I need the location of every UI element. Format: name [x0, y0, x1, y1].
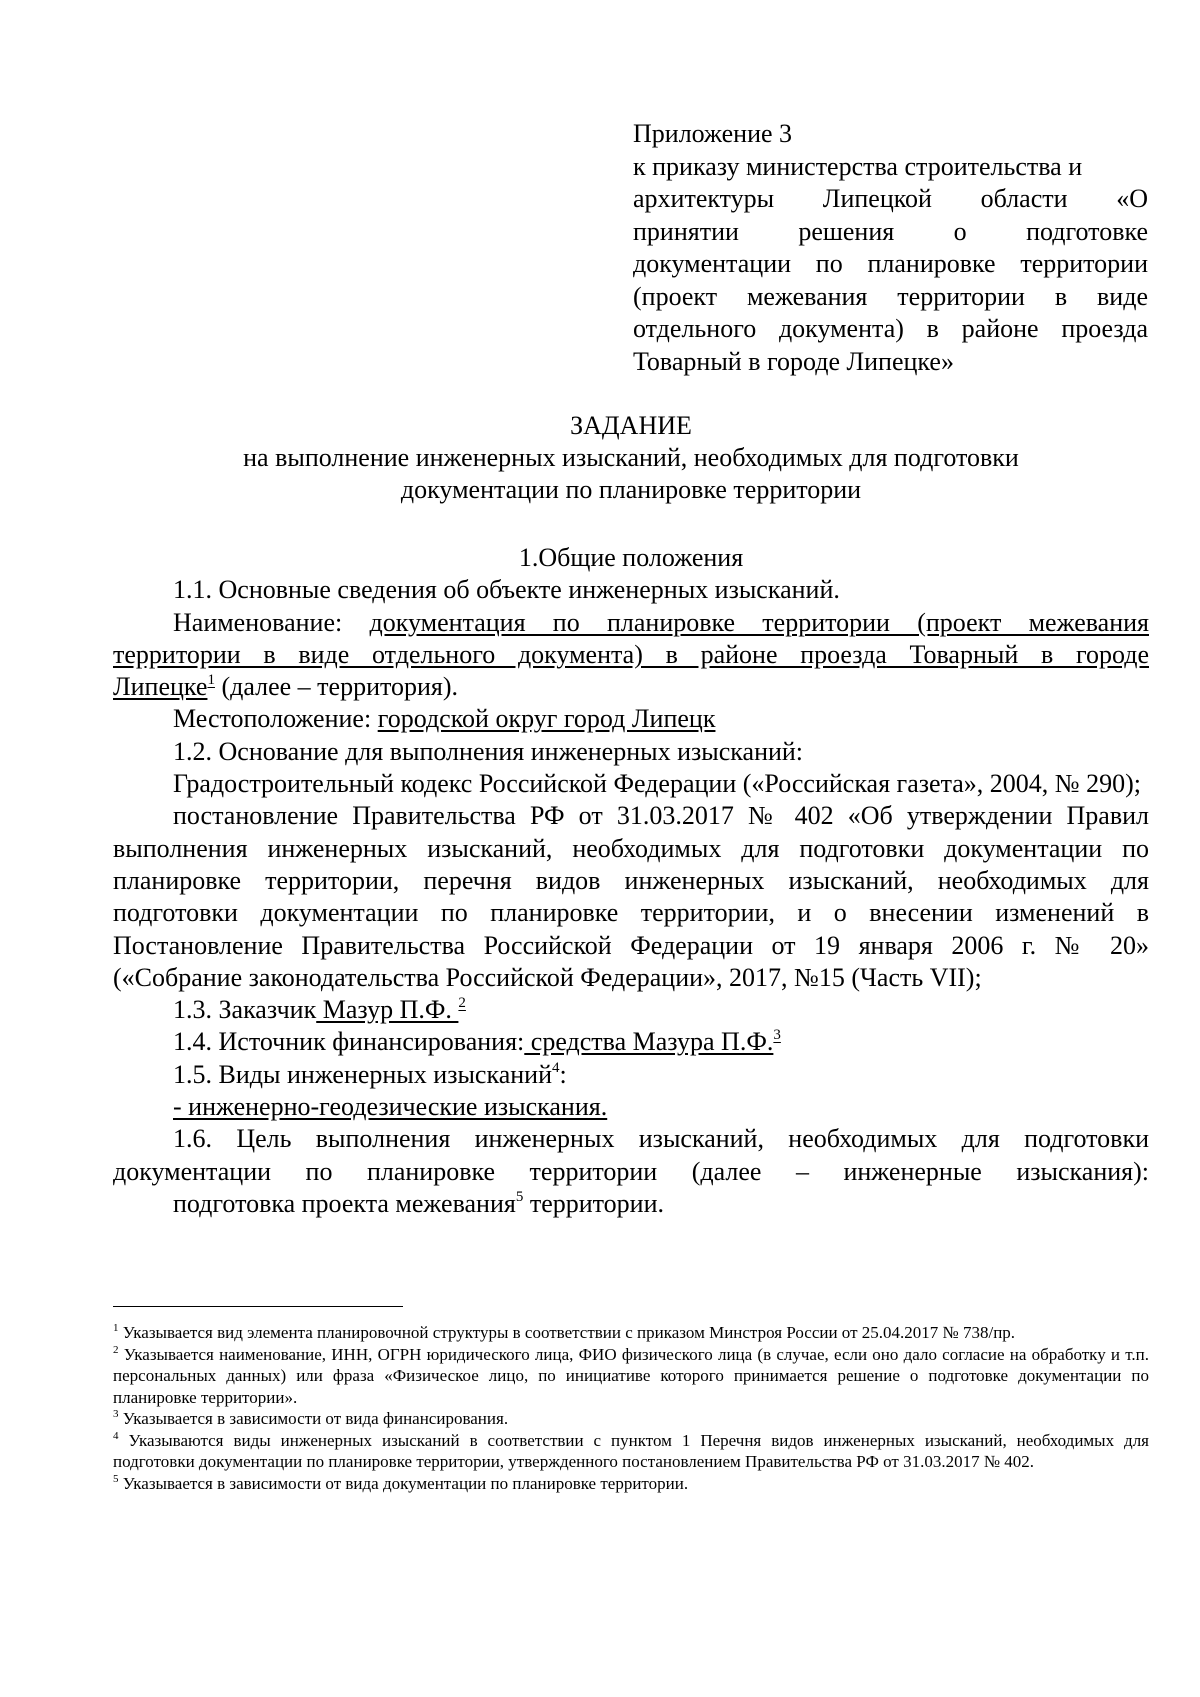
- footnote-mark: 5: [113, 1472, 119, 1485]
- location-label: Местоположение:: [173, 704, 378, 734]
- name-tail: (далее – территория).: [214, 672, 459, 702]
- footnote: [113, 1430, 1149, 1473]
- title-subtitle-line: на выполнение инженерных изысканий, необходимых для подготовки: [243, 443, 1019, 472]
- basis-item: постановление Правительства РФ от 31.03.2017 № 402 «Об утверждении Правил выполнения инженерных изысканий, необходимых для подготовки документации по планировке территории, перечня видов инженерных изысканий, необходимых для подготовки документации по планировке территории, и о внесении изменений в Постановление Правительства Российской Федерации от 19 января 2006 г. № 20» («Собрание законодательства Российской Федерации», 2017, №15 (Часть VII);: [113, 801, 1149, 992]
- appendix-line: Товарный в городе Липецке»: [633, 346, 954, 376]
- location-paragraph: [113, 703, 1149, 735]
- footnote-text: Указывается наименование, ИНН, ОГРН юридического лица, ФИО физического лица (в случае, если оно дало согласие на обработку и т.п. персональных данных) или фраза «Физическое лицо, по инициативе которого принимается решение о подготовке документации по планировке территории».: [113, 1344, 1149, 1407]
- colon: :: [559, 1059, 567, 1089]
- name-value: Липецке: [113, 672, 208, 702]
- item-1-1: 1.1. Основные сведения об объекте инженерных изысканий.: [173, 575, 840, 605]
- item-1-5: [113, 1059, 1149, 1091]
- customer-value: Мазур П.Ф.: [316, 995, 459, 1025]
- title-heading: ЗАДАНИЕ: [570, 411, 692, 440]
- footnotes: [113, 1322, 1149, 1494]
- funding-label: 1.4. Источник финансирования:: [173, 1027, 525, 1057]
- footnote-ref[interactable]: 2: [458, 995, 466, 1012]
- section-heading: 1.Общие положения: [518, 543, 744, 572]
- name-value: документация по планировке территории (проект межевания: [369, 607, 1149, 637]
- title-subtitle-line: документации по планировке территории: [400, 475, 862, 504]
- survey-type-value: - инженерно-геодезические изыскания.: [173, 1092, 608, 1122]
- location-value: городской округ город Липецк: [377, 704, 716, 734]
- item-1-4: [113, 1026, 1149, 1058]
- survey-type: [113, 1091, 1149, 1123]
- name-label: Наименование:: [173, 607, 370, 637]
- footnote-mark: 4: [113, 1429, 119, 1442]
- name-line-1: [113, 607, 1149, 639]
- appendix-line: документации по планировке территории: [633, 249, 1148, 278]
- name-value: территории в виде отдельного документа) в районе проезда Товарный в городе: [113, 639, 1149, 669]
- footnote-text: Указывается вид элемента планировочной структуры в соответствии с приказом Минстроя России от 25.04.2017 № 738/пр.: [118, 1323, 1016, 1342]
- footnote-separator: [113, 1306, 403, 1307]
- name-paragraph: [113, 607, 1149, 704]
- footnote-text: Указываются виды инженерных изысканий в соответствии с пунктом 1 Перечня видов инженерных изысканий, необходимых для подготовки документации по планировке территории, утвержденного постановлением Правительства РФ от 31.03.2017 № 402.: [113, 1430, 1149, 1471]
- name-line-3: [113, 672, 458, 701]
- goal-paragraph: [113, 1188, 1149, 1220]
- item-1-3: [113, 994, 1149, 1026]
- footnote: [113, 1344, 1149, 1409]
- funding-value: средства Мазура П.Ф.: [524, 1027, 774, 1057]
- appendix-line: к приказу министерства строительства и: [633, 151, 1083, 181]
- footnote: [113, 1408, 1149, 1430]
- appendix-line: (проект межевания территории в виде: [633, 281, 1148, 311]
- footnote-text: Указывается в зависимости от вида документации по планировке территории.: [118, 1473, 689, 1493]
- goal-tail: территории.: [523, 1188, 665, 1218]
- appendix-line: Приложение 3: [633, 119, 793, 148]
- appendix-header: [633, 118, 1148, 378]
- footnote: [113, 1473, 1149, 1495]
- customer-label: 1.3. Заказчик: [173, 995, 317, 1025]
- goal-label: подготовка проекта межевания: [173, 1188, 516, 1218]
- footnote-mark: 1: [113, 1322, 119, 1334]
- footnote-text: Указывается в зависимости от вида финансирования.: [118, 1409, 509, 1428]
- survey-types-label: 1.5. Виды инженерных изысканий: [173, 1059, 552, 1089]
- appendix-line: принятии решения о подготовке: [633, 216, 1148, 246]
- main-body: [113, 542, 1149, 1220]
- footnote: [113, 1322, 1149, 1344]
- footnote-mark: 2: [113, 1343, 119, 1356]
- footnote-ref[interactable]: 4: [552, 1059, 560, 1076]
- document-title: [113, 410, 1149, 506]
- appendix-line: архитектуры Липецкой области «О: [633, 184, 1148, 213]
- footnote-ref[interactable]: 5: [515, 1188, 524, 1205]
- footnote-ref[interactable]: 1: [207, 672, 215, 689]
- item-1-6: 1.6. Цель выполнения инженерных изысканий, необходимых для подготовки документации по планировке территории (далее – инженерные изыскания):: [113, 1124, 1149, 1186]
- footnote-mark: 3: [113, 1408, 119, 1420]
- appendix-line: отдельного документа) в районе проезда: [633, 314, 1148, 343]
- item-1-2: 1.2. Основание для выполнения инженерных изысканий:: [173, 736, 804, 766]
- basis-item: Градостроительный кодекс Российской Федерации («Российская газета», 2004, № 290);: [173, 769, 1141, 799]
- footnote-ref[interactable]: 3: [773, 1027, 781, 1044]
